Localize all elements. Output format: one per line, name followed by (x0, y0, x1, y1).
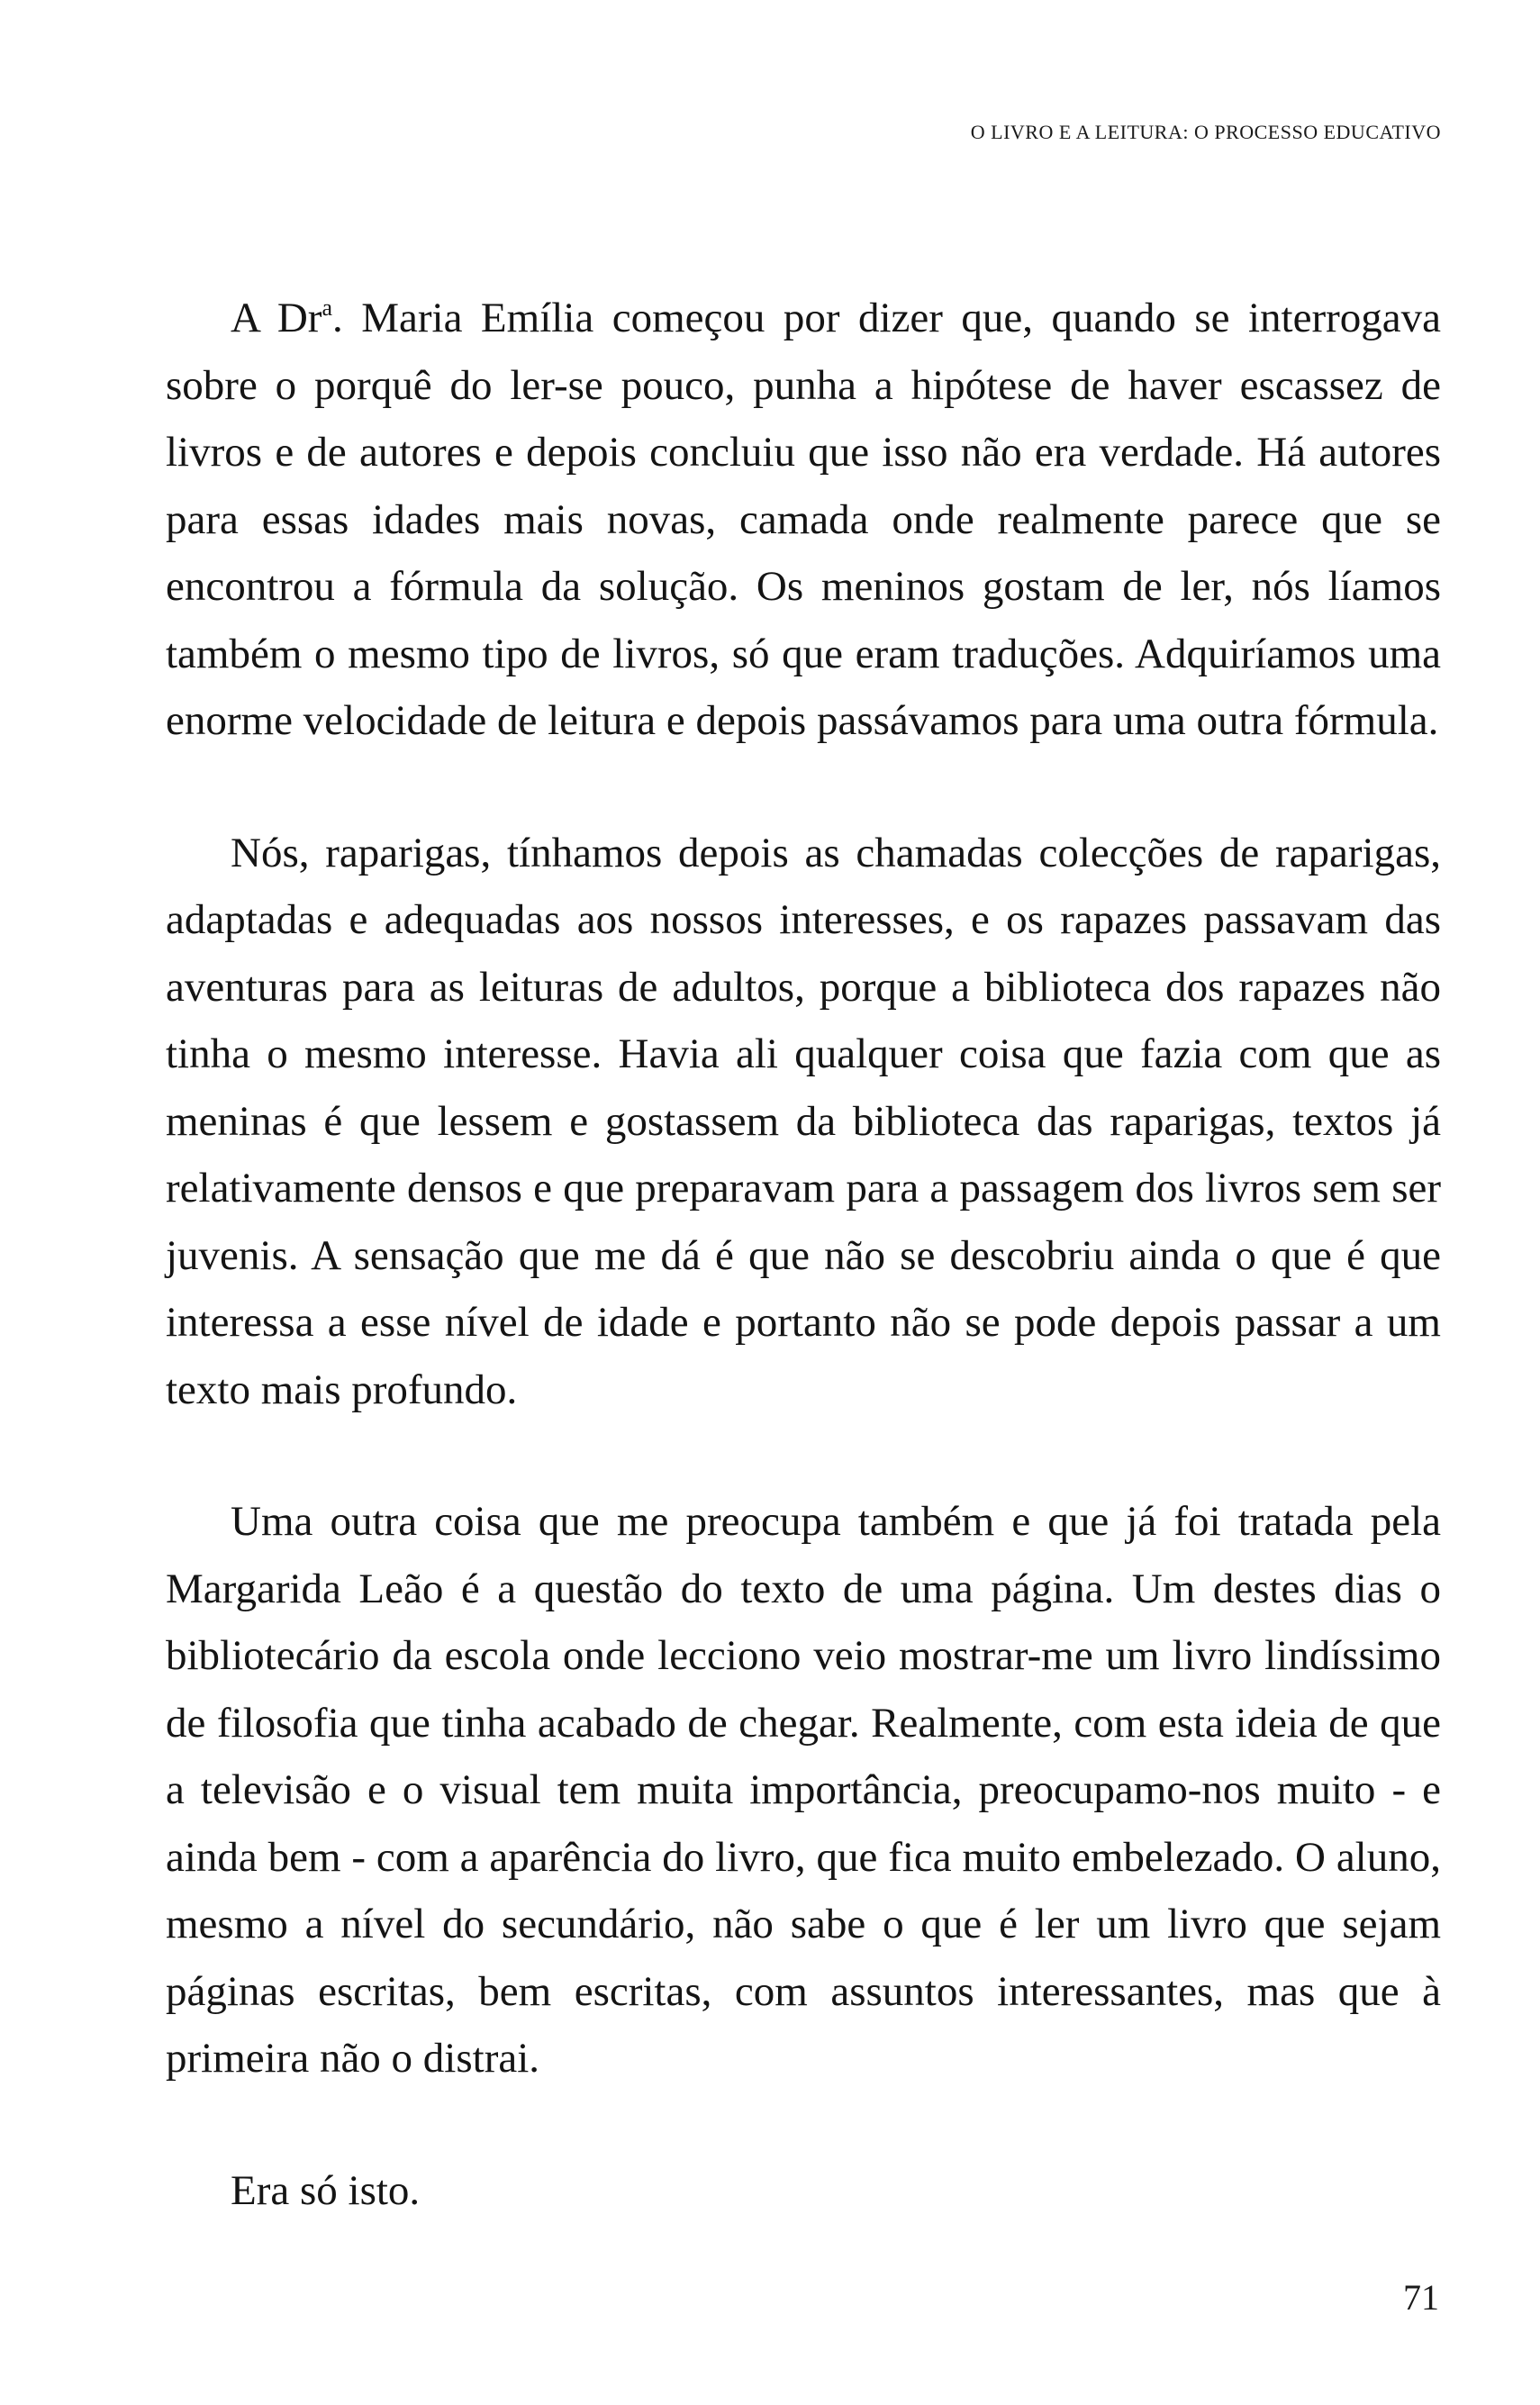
paragraph-2: Nós, raparigas, tínhamos depois as chamadas colecções de raparigas, adaptadas e adequadas aos nossos interesses, e os rapazes passavam das aventuras para as leituras de adultos, porque a biblioteca dos rapazes não tinha o mesmo interesse. Havia ali qualquer coisa que fazia com que as meninas é que lessem e gostassem da biblioteca das raparigas, textos já relativamente densos e que preparavam para a passagem dos livros sem ser juvenis. A sensação que me dá é que não se descobriu ainda o que é que interessa a esse nível de idade e portanto não se pode depois passar a um texto mais profundo. (166, 829, 1441, 1413)
paragraph-1-lead: A Dr (231, 295, 322, 341)
page-number: 71 (1403, 2277, 1439, 2318)
body-text (166, 285, 1441, 2224)
paragraph-1 (166, 285, 1441, 755)
paragraph-1-superscript: a (322, 295, 332, 321)
paragraph-4: Era só isto. (231, 2166, 421, 2214)
running-header: O LIVRO E A LEITURA: O PROCESSO EDUCATIVO (970, 121, 1441, 143)
paragraph-3: Uma outra coisa que me preocupa também e que já foi tratada pela Margarida Leão é a questão do texto de uma página. Um destes dias o bibliotecário da escola onde lecciono veio mostrar-me um livro lindíssimo de filosofia que tinha acabado de chegar. Realmente, com esta ideia de que a televisão e o visual tem muita importância, preocupamo-nos muito - e ainda bem - com a aparência do livro, que fica muito embelezado. O aluno, mesmo a nível do secundário, não sabe o que é ler um livro que sejam páginas escritas, bem escritas, com assuntos interessantes, mas que à primeira não o distrai. (166, 1498, 1441, 2082)
paragraph-1-text: . Maria Emília começou por dizer que, quando se interrogava sobre o porquê do ler-se pouco, punha a hipótese de haver escassez de livros e de autores e depois concluiu que isso não era verdade. Há autores para essas idades mais novas, camada onde realmente parece que se encontrou a fórmula da solução. Os meninos gostam de ler, nós líamos também o mesmo tipo de livros, só que eram traduções. Adquiríamos uma enorme velocidade de leitura e depois passávamos para uma outra fórmula. (166, 295, 1441, 744)
